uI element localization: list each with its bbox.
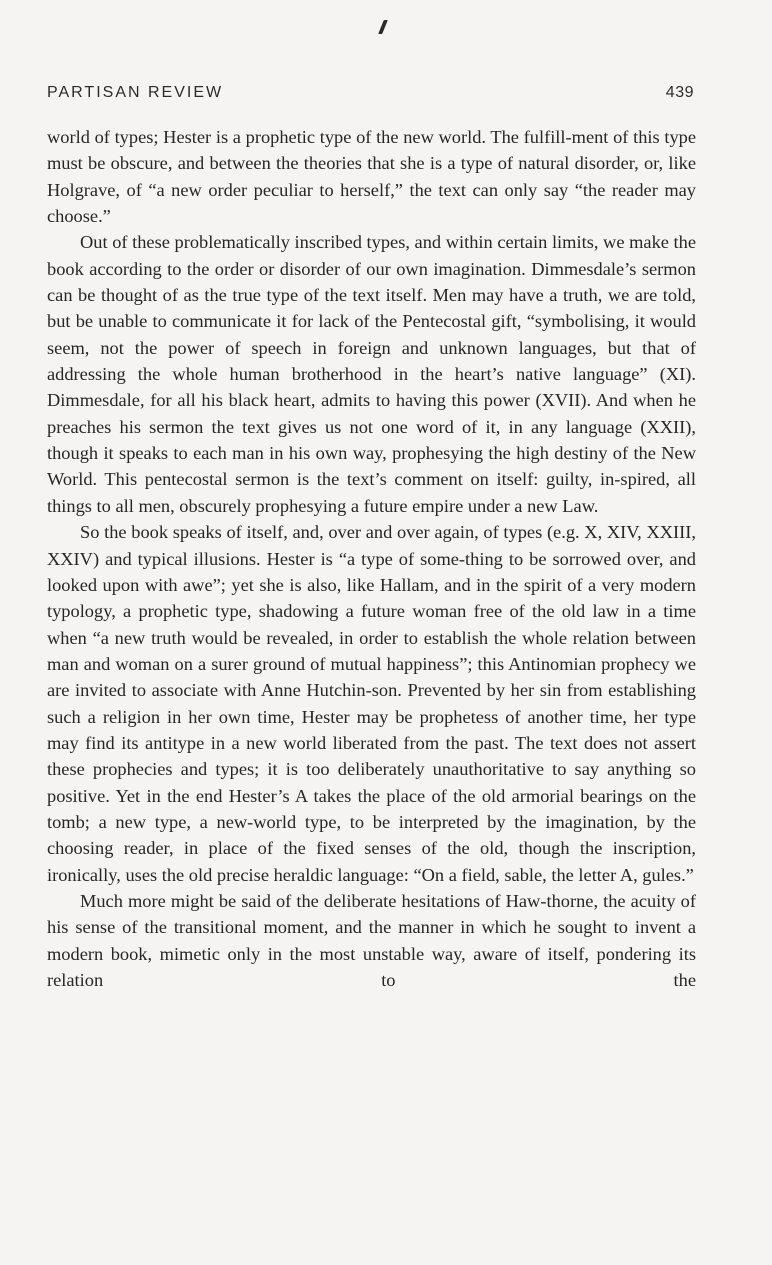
paragraph-4: Much more might be said of the deliberate hesitations of Haw-thorne, the acuity of his sense of the transitional moment, and the manner in which he sought to invent a modern book, mimetic only in the most unstable way, aware of itself, pondering its relation to the — [47, 890, 696, 990]
paragraph-3: So the book speaks of itself, and, over and over again, of types (e.g. X, XIV, XXIII, XXIV) and typical illusions. Hester is “a type of some-thing to be sorrowed over, and looked upon with awe”; yet she is also, like Hallam, and in the spirit of a very modern typology, a prophetic type, shadowing a future woman free of the old law in a time when “a new truth would be revealed, in order to establish the whole relation between man and woman on a surer ground of mutual happiness”; this Antinomian prophecy we are invited to associate with Anne Hutchin-son. Prevented by her sin from establishing such a religion in her own time, Hester may be prophetess of another time, her type may find its antitype in a new world liberated from the past. The text does not assert these prophecies and types; it is too deliberately unauthoritative to say anything so positive. Yet in the end Hester’s A takes the place of the old armorial bearings on the tomb; a new type, a new-world type, to be interpreted by the imagination, by the choosing reader, in place of the fixed senses of the old, though the inscription, ironically, uses the old precise heraldic language: “On a field, sable, the letter A, gules.” — [47, 522, 696, 885]
page-number: 439 — [665, 84, 694, 101]
running-head — [47, 82, 694, 104]
paragraph-1: world of types; Hester is a prophetic type of the new world. The fulfill-ment of this type must be obscure, and between the theories that she is a type of natural disorder, or, like Holgrave, of “a new order peculiar to herself,” the text can only say “the reader may choose.” — [47, 127, 696, 227]
ink-mark — [378, 20, 388, 34]
body-text — [47, 124, 696, 993]
journal-title: PARTISAN REVIEW — [47, 84, 224, 101]
paragraph-2: Out of these problematically inscribed types, and within certain limits, we make the book according to the order or disorder of our own imagination. Dimmesdale’s sermon can be thought of as the true type of the text itself. Men may have a truth, we are told, but be unable to communicate it for lack of the Pentecostal gift, “symbolising, it would seem, not the power of speech in foreign and unknown languages, but that of addressing the whole human brotherhood in the heart’s native language” (XI). Dimmesdale, for all his black heart, admits to having this power (XVII). And when he preaches his sermon the text gives us not one word of it, in any language (XXII), though it speaks to each man in his own way, prophesying the high destiny of the New World. This pentecostal sermon is the text’s comment on itself: guilty, in-spired, all things to all men, obscurely prophesying a future empire under a new Law. — [47, 232, 696, 516]
